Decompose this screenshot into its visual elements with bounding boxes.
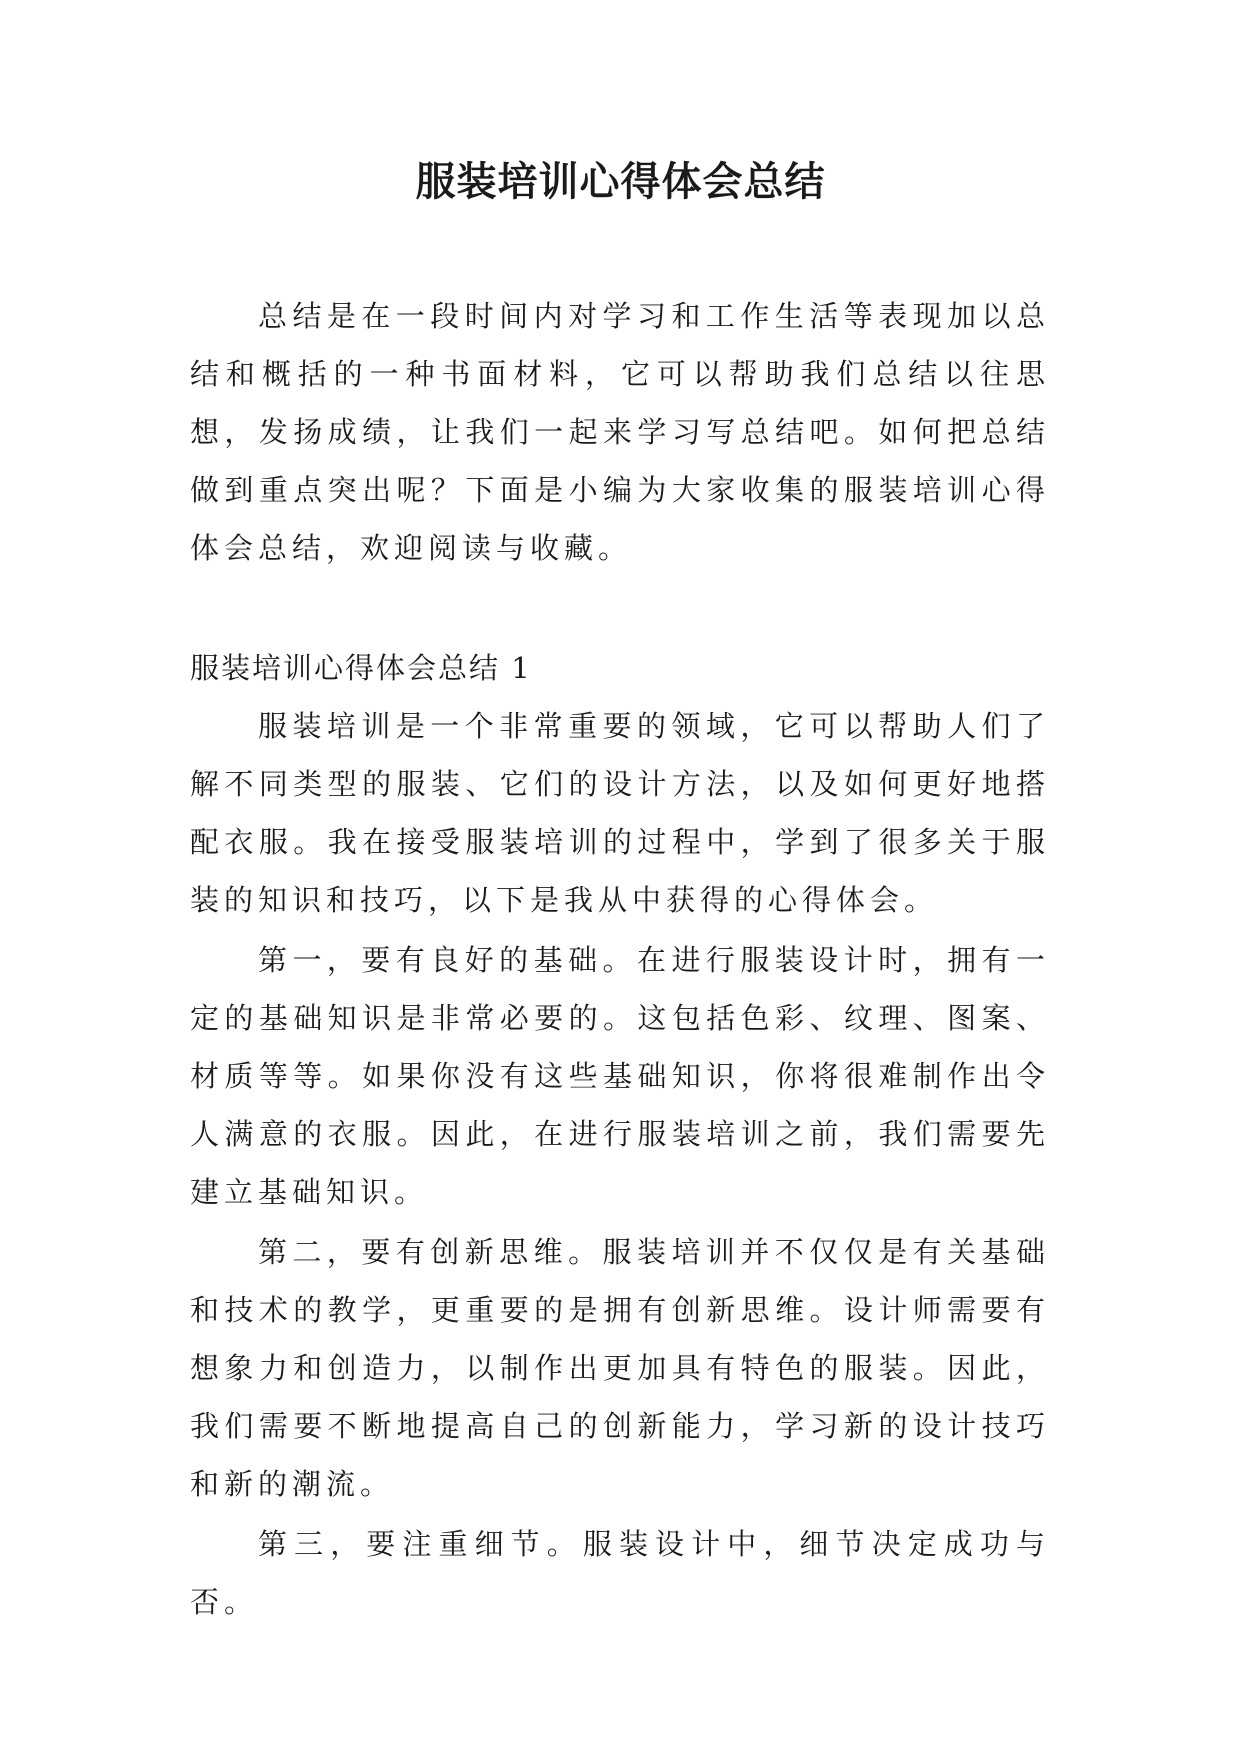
body-paragraph: 第二，要有创新思维。服装培训并不仅仅是有关基础和技术的教学，更重要的是拥有创新思维。设计师需要有想象力和创造力，以制作出更加具有特色的服装。因此，我们需要不断地提高自己的创新能力，学习新的设计技巧和新的潮流。 <box>190 1235 1050 1501</box>
intro-paragraph: 总结是在一段时间内对学习和工作生活等表现加以总结和概括的一种书面材料，它可以帮助我们总结以往思想，发扬成绩，让我们一起来学习写总结吧。如何把总结做到重点突出呢？下面是小编为大家收集的服装培训心得体会总结，欢迎阅读与收藏。 <box>190 299 1050 565</box>
section-heading: 服装培训心得体会总结 1 <box>190 651 532 685</box>
body-paragraph: 第一，要有良好的基础。在进行服装设计时，拥有一定的基础知识是非常必要的。这包括色彩、纹理、图案、材质等等。如果你没有这些基础知识，你将很难制作出令人满意的衣服。因此，在进行服装培训之前，我们需要先建立基础知识。 <box>190 943 1050 1209</box>
document-title: 服装培训心得体会总结 <box>415 159 826 205</box>
intro-section <box>190 287 1050 577</box>
body-paragraph: 第三，要注重细节。服装设计中，细节决定成功与否。 <box>190 1527 1050 1619</box>
section-body <box>190 697 1050 1631</box>
body-paragraph: 服装培训是一个非常重要的领域，它可以帮助人们了解不同类型的服装、它们的设计方法，以及如何更好地搭配衣服。我在接受服装培训的过程中，学到了很多关于服装的知识和技巧，以下是我从中获得的心得体会。 <box>190 709 1050 917</box>
